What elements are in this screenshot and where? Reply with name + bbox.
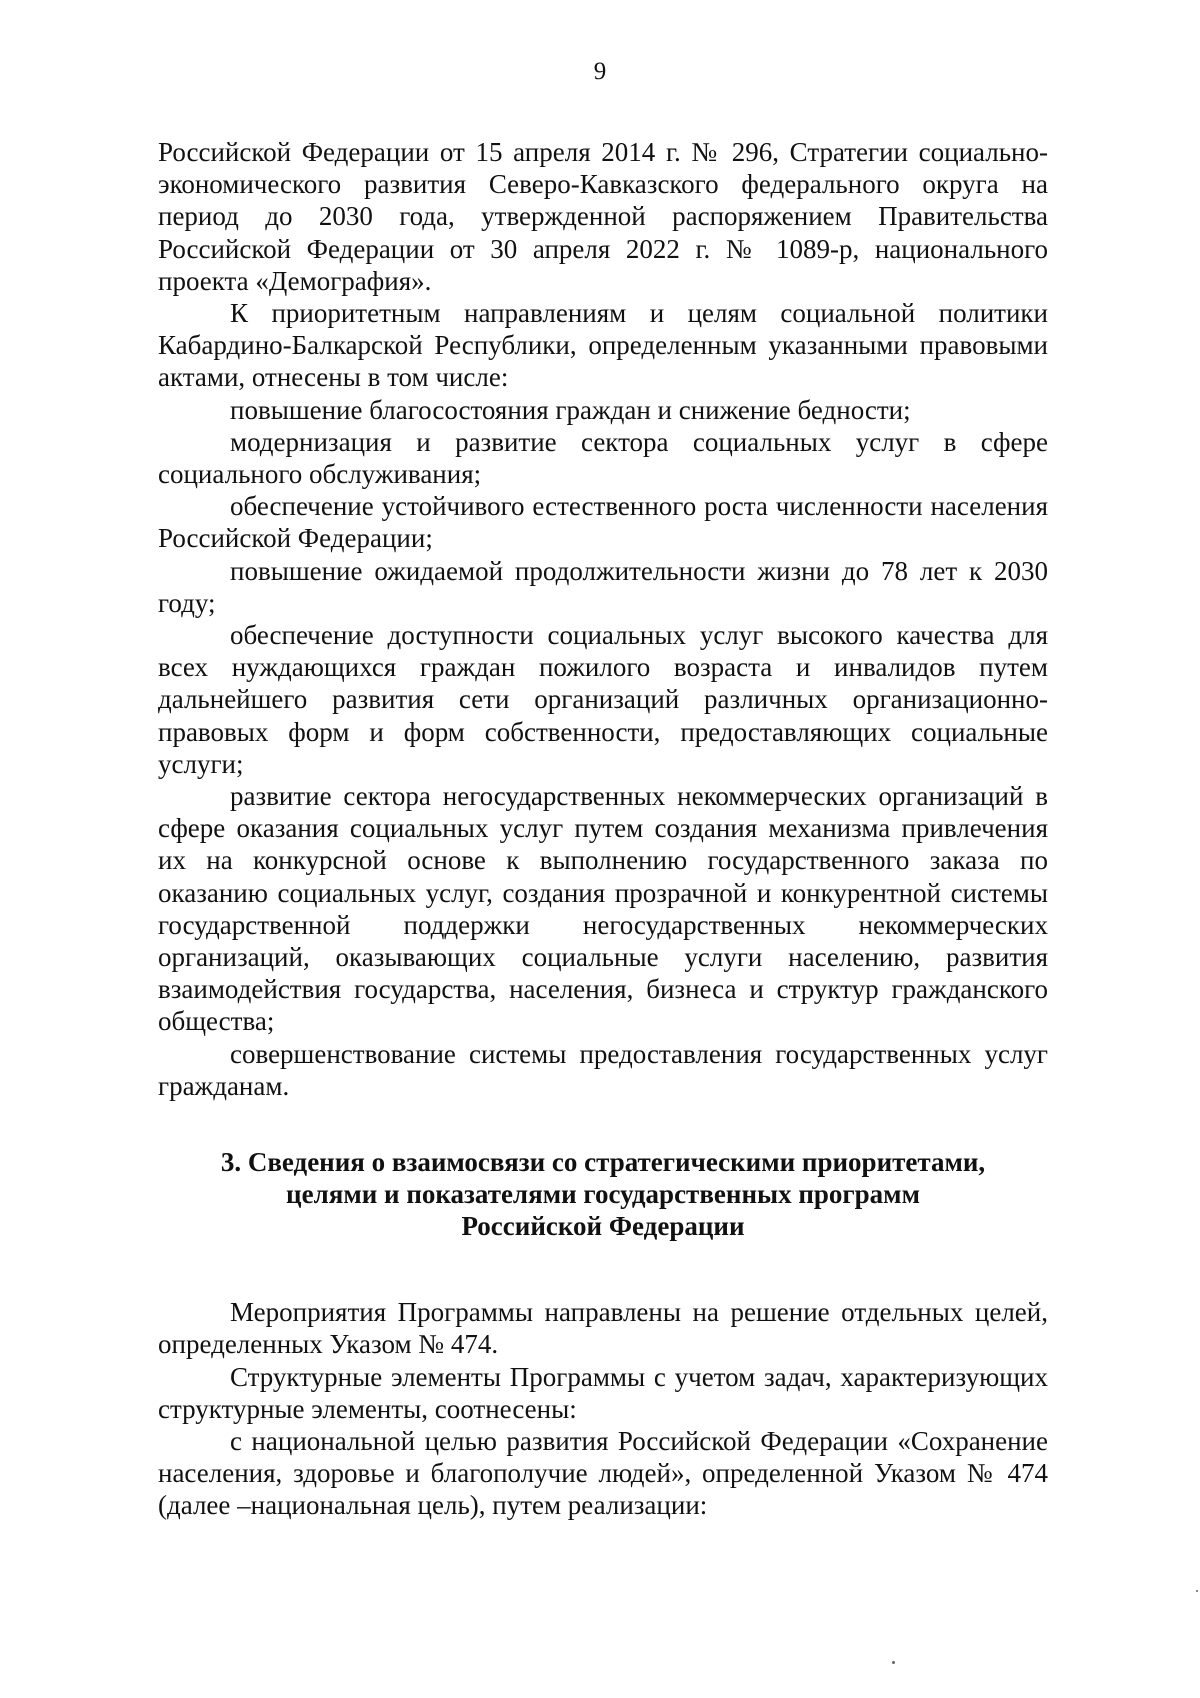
list-paragraph: повышение благосостояния граждан и снижение бедности; — [230, 394, 911, 425]
page-number: 9 — [593, 58, 607, 85]
scan-speck — [1196, 1590, 1198, 1592]
paragraph: К приоритетным направлениям и целям социальной политики Кабардино-Балкарской Республики, определенным указанными правовыми актами, отнесены в том числе: — [158, 298, 1048, 393]
paragraph: с национальной целью развития Российской Федерации «Сохранение населения, здоровье и благополучие людей», определенной Указом № 474 (далее –национальная цель), путем реализации: — [158, 1425, 1048, 1521]
list-paragraph: модернизация и развитие сектора социальных услуг в сфере социального обслуживания; — [158, 426, 1048, 490]
list-paragraph: обеспечение устойчивого естественного роста численности населения Российской Федерации; — [158, 491, 1048, 554]
section-heading-line: целями и показателями государственных программ — [286, 1179, 920, 1210]
paragraph: Мероприятия Программы направлены на решение отдельных целей, определенных Указом № 474. — [158, 1297, 1048, 1360]
section-heading — [158, 1146, 1048, 1242]
list-paragraph: повышение ожидаемой продолжительности жизни до 78 лет к 2030 году; — [158, 555, 1048, 618]
scan-speck — [892, 1661, 895, 1664]
paragraph: Российской Федерации от 15 апреля 2014 г. № 296, Стратегии социально-экономического развития Северо-Кавказского федерального округа на период до 2030 года, утвержденной распоряжением Правительства Российской Федерации от 30 апреля 2022 г. № 1089-р, национального проекта «Демография». — [158, 137, 1048, 296]
paragraph: Структурные элементы Программы с учетом задач, характеризующих структурные элементы, соотнесены: — [158, 1361, 1048, 1424]
document-body — [158, 136, 1048, 1522]
list-paragraph: развитие сектора негосударственных некоммерческих организаций в сфере оказания социальных услуг путем создания механизма привлечения их на конкурсной основе к выполнению государственного заказа по оказанию социальных услуг, создания прозрачной и конкурентной системы государственной поддержки негосударственных некоммерческих организаций, оказывающих социальные услуги населению, развития взаимодействия государства, населения, бизнеса и структур гражданского общества; — [158, 781, 1048, 1037]
section-heading-line: Российской Федерации — [461, 1211, 745, 1242]
list-paragraph: совершенствование системы предоставления государственных услуг гражданам. — [158, 1038, 1048, 1101]
list-paragraph: обеспечение доступности социальных услуг высокого качества для всех нуждающихся граждан пожилого возраста и инвалидов путем дальнейшего развития сети организаций различных организационно-правовых форм и форм собственности, предоставляющих социальные услуги; — [158, 620, 1048, 779]
section-heading-line: 3. Сведения о взаимосвязи со стратегическими приоритетами, — [220, 1147, 986, 1178]
